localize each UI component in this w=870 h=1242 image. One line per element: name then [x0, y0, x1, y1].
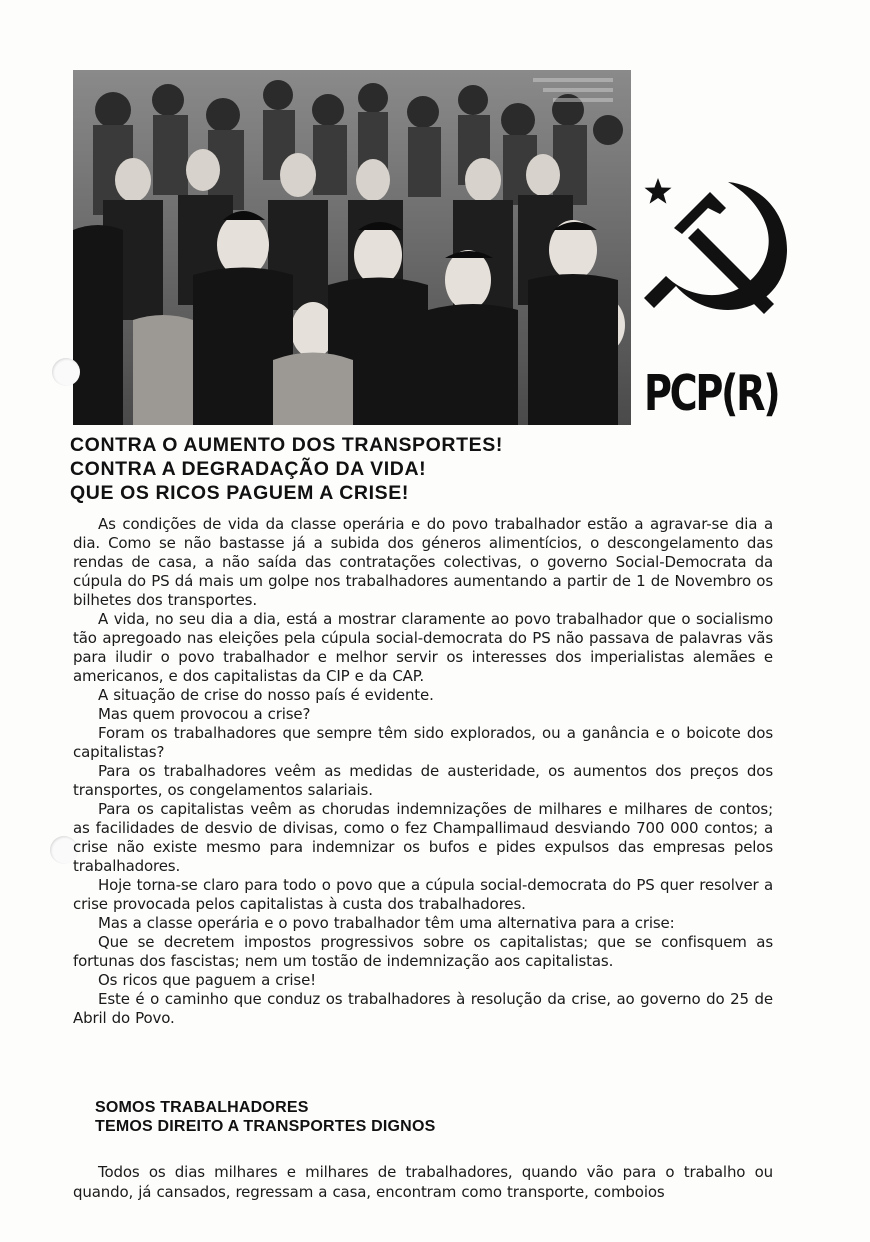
subheading-line-1: SOMOS TRABALHADORES: [95, 1099, 309, 1116]
paragraph: Todos os dias milhares e milhares de trabalhadores, quando vão para o trabalho ou quando, já cansados, regressam a casa, encontram como transporte, comboios: [73, 1163, 773, 1201]
paragraph: Os ricos que paguem a crise!: [98, 971, 317, 989]
paragraph: Que se decretem impostos progressivos sobre os capitalistas; que se confisquem as fortunas dos fascistas; nem um tostão de indemnização aos capitalistas.: [73, 933, 773, 970]
section-subheading: [95, 1098, 595, 1136]
paragraph: As condições de vida da classe operária e do povo trabalhador estão a agravar-se dia a dia. Como se não bastasse já a subida dos géneros alimentícios, o descongelamento das rendas de casa, a não saída das contratações colectivas, o governo Social-Democrata da cúpula do PS dá mais um golpe nos trabalhadores aumentando a partir de 1 de Novembro os bilhetes dos transportes.: [73, 515, 773, 609]
paragraph: A situação de crise do nosso país é evidente.: [98, 686, 434, 704]
paragraph: Este é o caminho que conduz os trabalhadores à resolução da crise, ao governo do 25 de Abril do Povo.: [73, 990, 773, 1027]
paragraph: Para os capitalistas veêm as chorudas indemnizações de milhares e milhares de contos; as facilidades de desvio de divisas, como o fez Champallimaud desviando 700 000 contos; a crise não existe mesmo para indemnizar os bufos e pides expulsos das empresas pelos trabalhadores.: [73, 800, 773, 875]
headline-line-3: QUE OS RICOS PAGUEM A CRISE!: [70, 482, 409, 504]
crowd-photo: [73, 70, 631, 425]
headline-line-1: CONTRA O AUMENTO DOS TRANSPORTES!: [70, 434, 503, 456]
paragraph: Hoje torna-se claro para todo o povo que a cúpula social-democrata do PS quer resolver a crise provocada pelos capitalistas à custa dos trabalhadores.: [73, 876, 773, 913]
headline-block: [70, 433, 770, 505]
paragraph: Para os trabalhadores veêm as medidas de austeridade, os aumentos dos preços dos transportes, os congelamentos salariais.: [73, 762, 773, 799]
body-text: [73, 515, 773, 1028]
hammer-sickle-star-icon: [636, 168, 796, 328]
paragraph: Foram os trabalhadores que sempre têm sido explorados, ou a ganância e o boicote dos capitalistas?: [73, 724, 773, 761]
paragraph: A vida, no seu dia a dia, está a mostrar claramente ao povo trabalhador que o socialismo tão apregoado nas eleições pela cúpula social-democrata do PS não passava de palavras vãs para iludir o povo trabalhador e melhor servir os interesses dos imperialistas alemães e americanos, e dos capitalistas da CIP e da CAP.: [73, 610, 773, 685]
closing-text: [73, 1162, 773, 1202]
paragraph: Mas quem provocou a crise?: [98, 705, 311, 723]
party-name: PCP(R): [644, 365, 779, 422]
headline-line-2: CONTRA A DEGRADAÇÃO DA VIDA!: [70, 458, 427, 480]
crowd-photo-graphic: [73, 70, 631, 425]
punch-hole-top: [52, 358, 80, 386]
subheading-line-2: TEMOS DIREITO A TRANSPORTES DIGNOS: [95, 1118, 436, 1135]
paragraph: Mas a classe operária e o povo trabalhador têm uma alternativa para a crise:: [98, 914, 675, 932]
